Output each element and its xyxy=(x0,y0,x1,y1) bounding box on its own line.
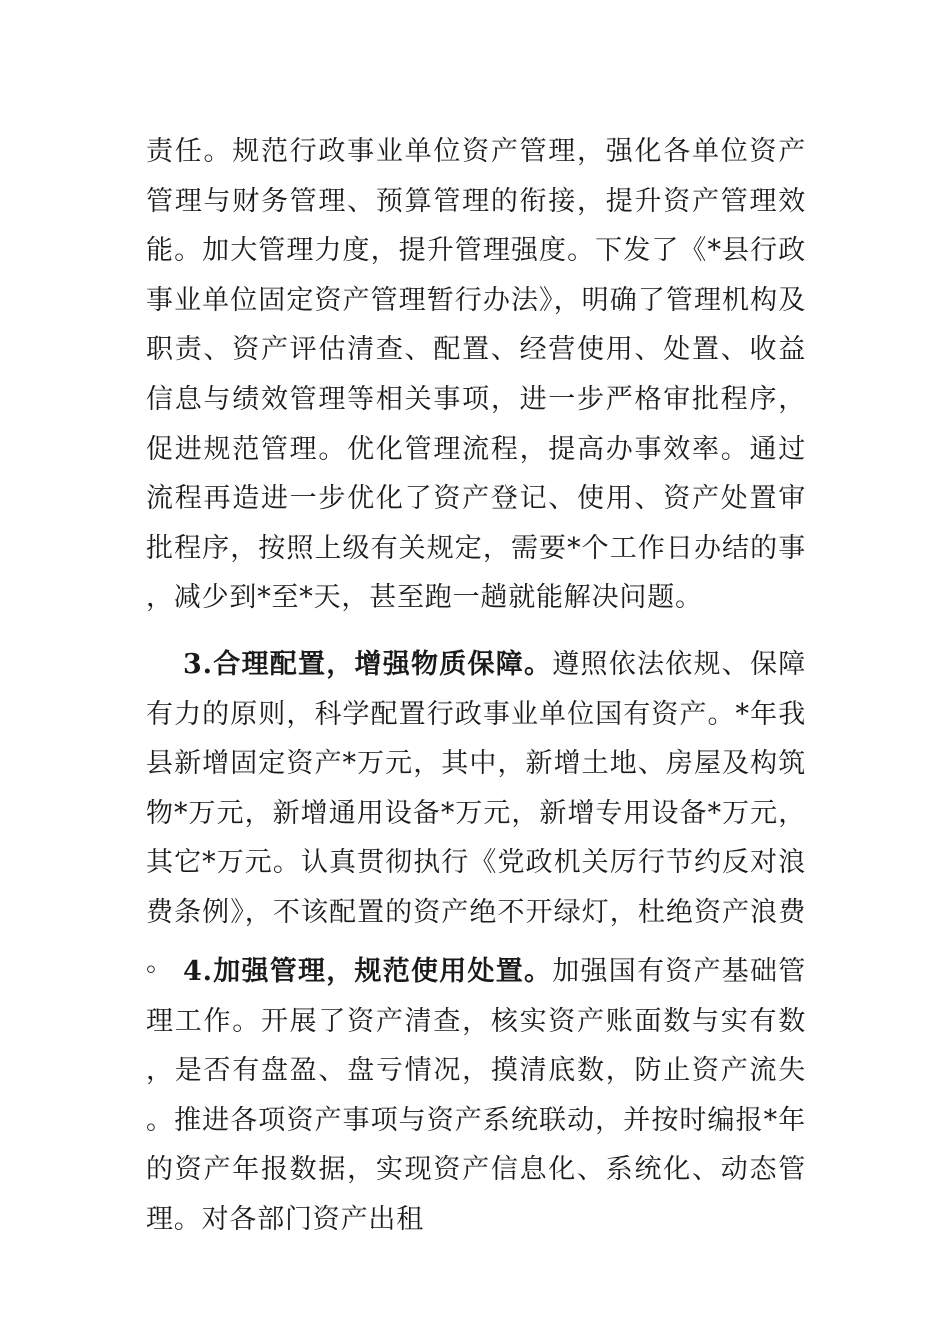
section-heading: 4.加强管理，规范使用处置。 xyxy=(183,956,553,987)
paragraph-continuation xyxy=(146,127,806,623)
paragraph-section-3 xyxy=(146,640,806,987)
section-heading: 3.合理配置，增强物质保障。 xyxy=(183,649,553,680)
paragraph-body: 责任。规范行政事业单位资产管理，强化各单位资产管理与财务管理、预算管理的衔接，提升资产管理效能。加大管理力度，提升管理强度。下发了《*县行政事业单位固定资产管理暂行办法》，明确了管理机构及职责、资产评估清查、配置、经营使用、处置、收益信息与绩效管理等相关事项，进一步严格审批程序，促进规范管理。优化管理流程，提高办事效率。通过流程再造进一步优化了资产登记、使用、资产处置审批程序，按照上级有关规定，需要*个工作日办结的事，减少到*至*天，甚至跑一趟就能解决问题。 xyxy=(146,136,806,614)
paragraph-section-4 xyxy=(146,947,806,1245)
paragraph-body: 遵照依法依规、保障有力的原则，科学配置行政事业单位国有资产。*年我县新增固定资产*万元，其中，新增土地、房屋及构筑物*万元，新增通用设备*万元，新增专用设备*万元，其它*万元。认真贯彻执行《党政机关厉行节约反对浪费条例》，不该配置的资产绝不开绿灯，杜绝资产浪费。 xyxy=(146,649,807,978)
paragraph-body: 加强国有资产基础管理工作。开展了资产清查，核实资产账面数与实有数，是否有盘盈、盘亏情况，摸清底数，防止资产流失。推进各项资产事项与资产系统联动，并按时编报*年的资产年报数据，实现资产信息化、系统化、动态管理。对各部门资产出租 xyxy=(146,956,807,1235)
